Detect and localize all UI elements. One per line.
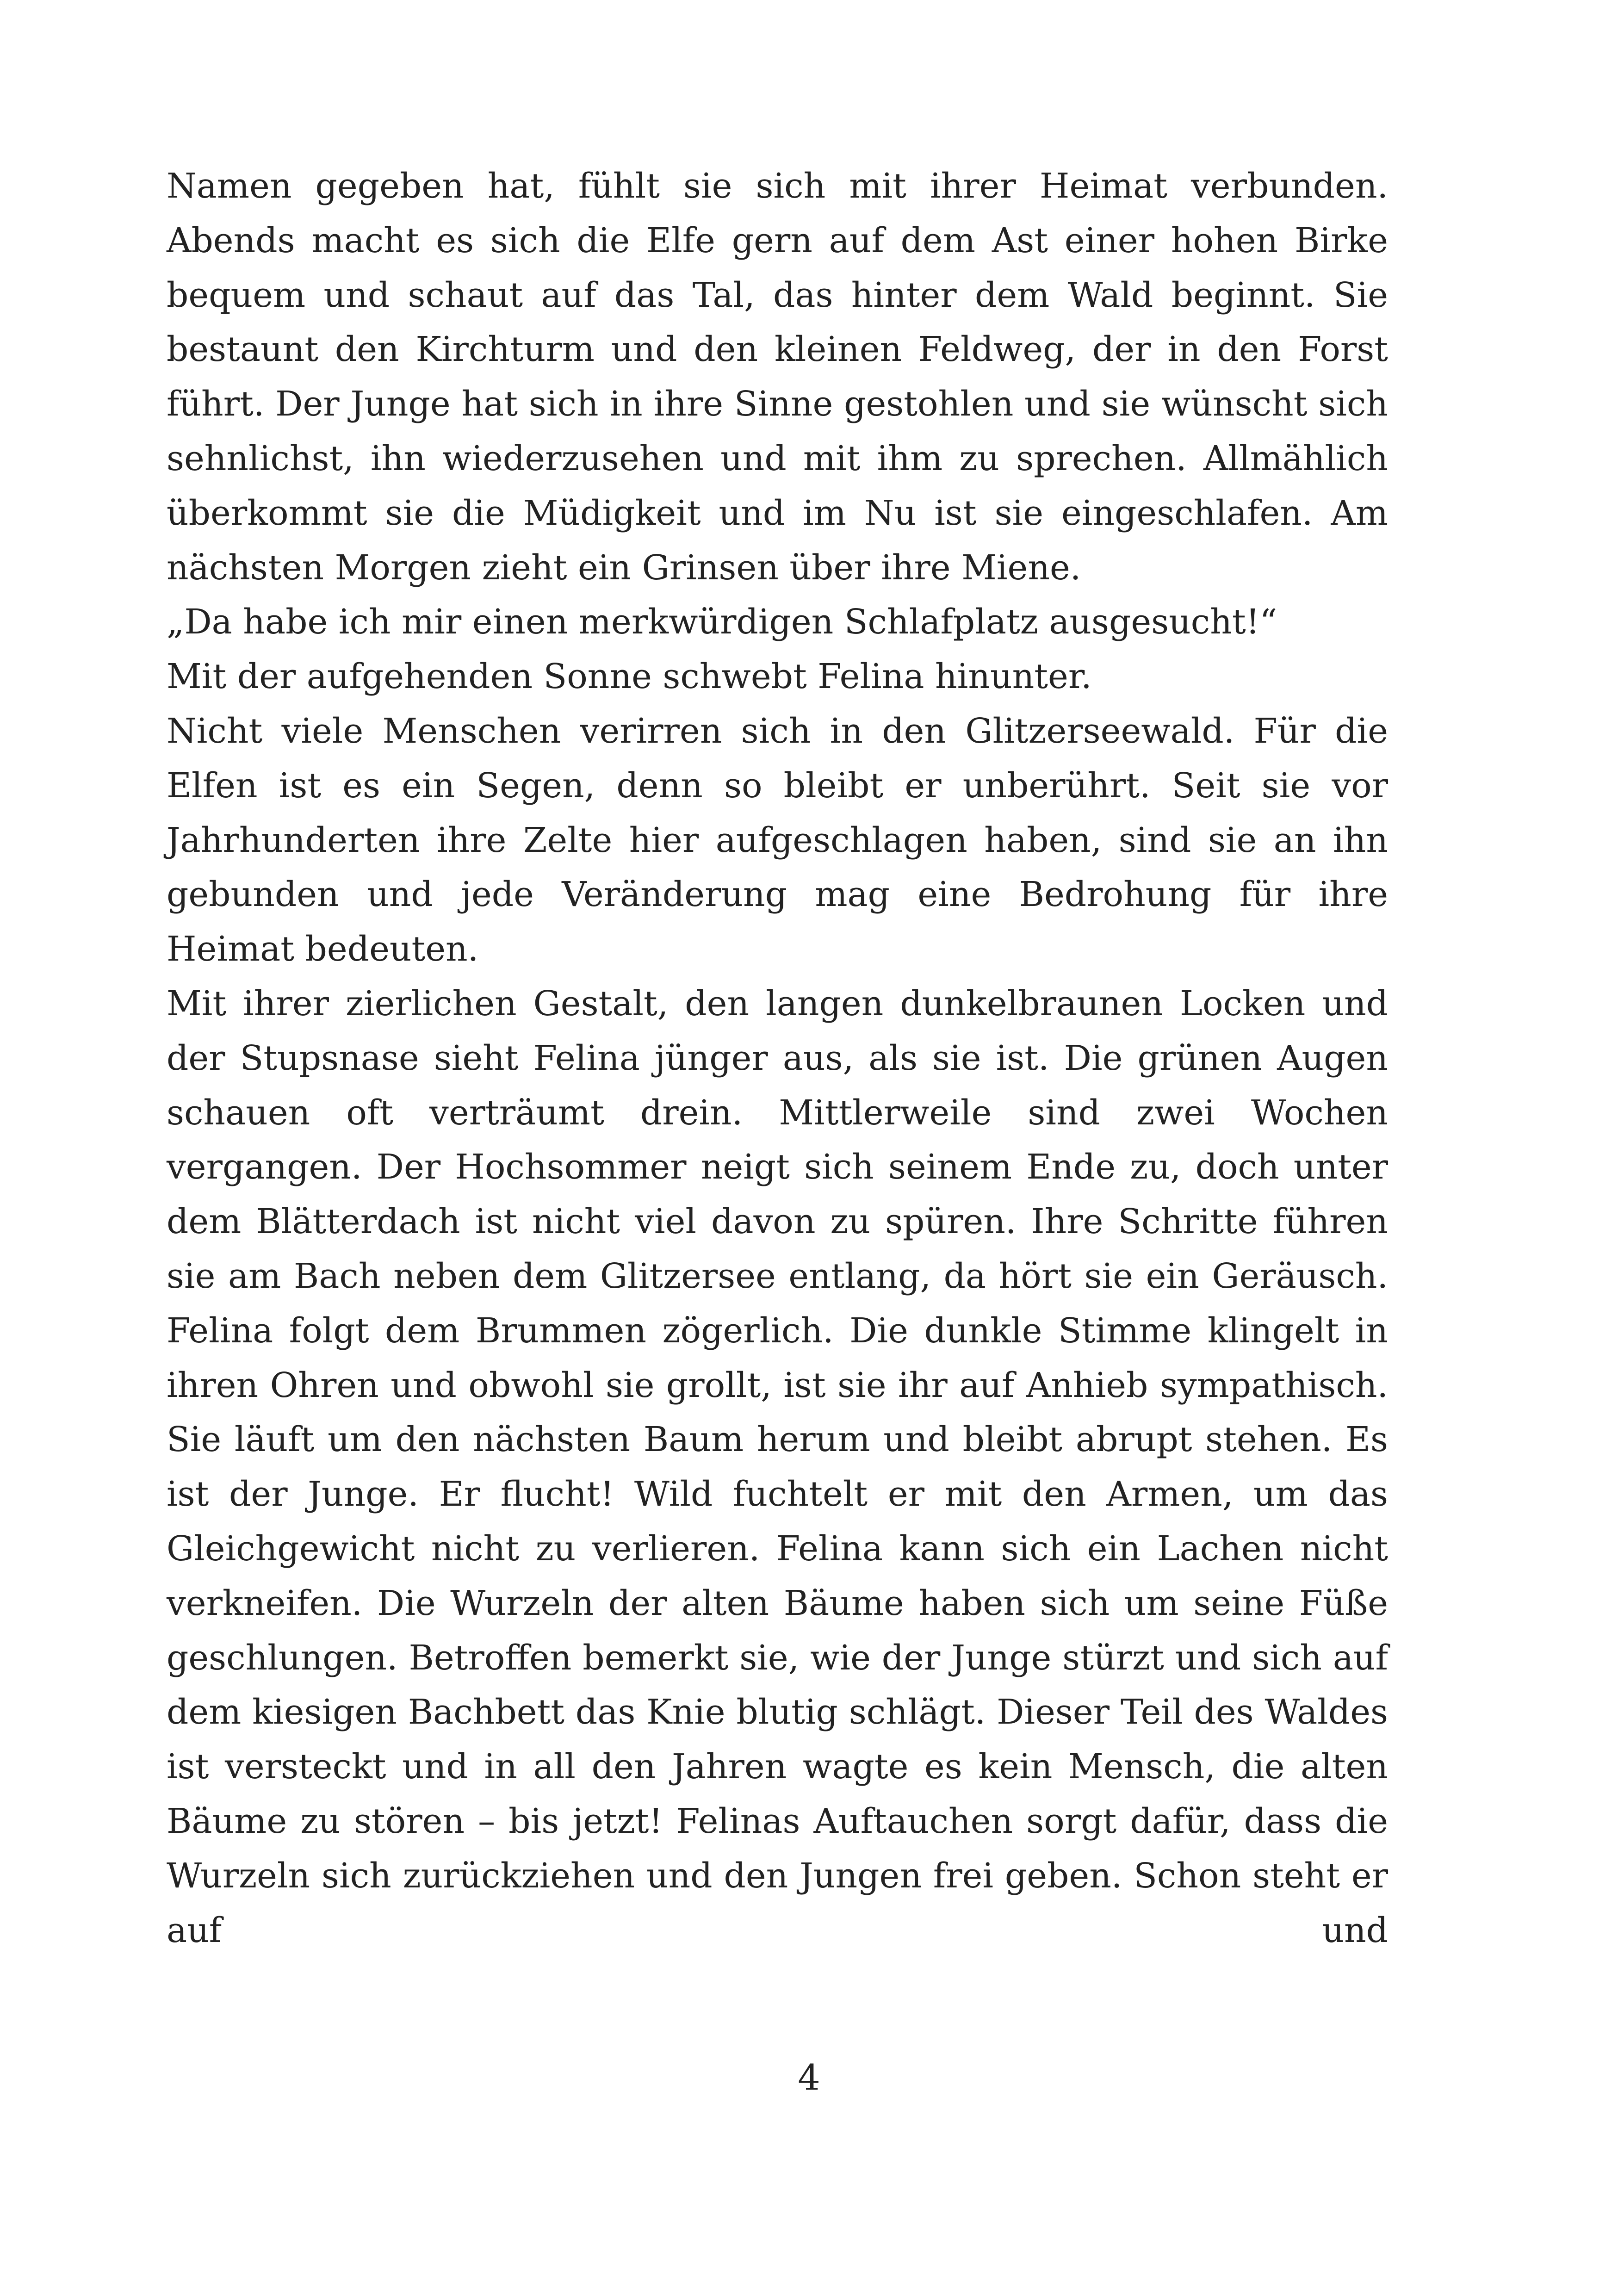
- paragraph-4: Nicht viele Menschen verirren sich in den Glitzerseewald. Für die Elfen ist es ein Segen, denn so bleibt er unberührt. Seit sie vor Jahrhunderten ihre Zelte hier aufgeschlagen haben, sind sie an ihn gebunden und jede Veränderung mag eine Bedrohung für ihre Heimat bedeuten.: [167, 711, 1388, 969]
- body-text: [167, 159, 1388, 1958]
- paragraph-3: Mit der aufgehenden Sonne schwebt Felina hinunter.: [167, 657, 1092, 697]
- paragraph-2: „Da habe ich mir einen merkwürdigen Schlafplatz ausgesucht!“: [167, 602, 1277, 642]
- paragraph-5: Mit ihrer zierlichen Gestalt, den langen dunkelbraunen Locken und der Stupsnase sieht Felina jünger aus, als sie ist. Die grünen Augen schauen oft verträumt drein. Mittlerweile sind zwei Wochen vergangen. Der Hochsommer neigt sich seinem Ende zu, doch unter dem Blätterdach ist nicht viel davon zu spüren. Ihre Schritte führen sie am Bach neben dem Glitzersee entlang, da hört sie ein Geräusch. Felina folgt dem Brummen zögerlich. Die dunkle Stimme klingelt in ihren Ohren und obwohl sie grollt, ist sie ihr auf Anhieb sympathisch. Sie läuft um den nächsten Baum herum und bleibt abrupt stehen. Es ist der Junge. Er flucht! Wild fuchtelt er mit den Armen, um das Gleichgewicht nicht zu verlieren. Felina kann sich ein Lachen nicht verkneifen. Die Wurzeln der alten Bäume haben sich um seine Füße geschlungen. Betroffen bemerkt sie, wie der Junge stürzt und sich auf dem kiesigen Bachbett das Knie blutig schlägt. Dieser Teil des Waldes ist versteckt und in all den Jahren wagte es kein Mensch, die alten Bäume zu stören – bis jetzt! Felinas Auftauchen sorgt dafür, dass die Wurzeln sich zurückziehen und den Jungen frei geben. Schon steht er auf und: [167, 983, 1388, 1950]
- paragraph-1: Namen gegeben hat, fühlt sie sich mit ihrer Heimat verbunden. Abends macht es sich die Elfe gern auf dem Ast einer hohen Birke bequem und schaut auf das Tal, das hinter dem Wald beginnt. Sie bestaunt den Kirchturm und den kleinen Feldweg, der in den Forst führt. Der Junge hat sich in ihre Sinne gestohlen und sie wünscht sich sehnlichst, ihn wiederzusehen und mit ihm zu sprechen. Allmählich überkommt sie die Müdigkeit und im Nu ist sie eingeschlafen. Am nächsten Morgen zieht ein Grinsen über ihre Miene.: [167, 166, 1388, 588]
- page-number: 4: [798, 2057, 820, 2098]
